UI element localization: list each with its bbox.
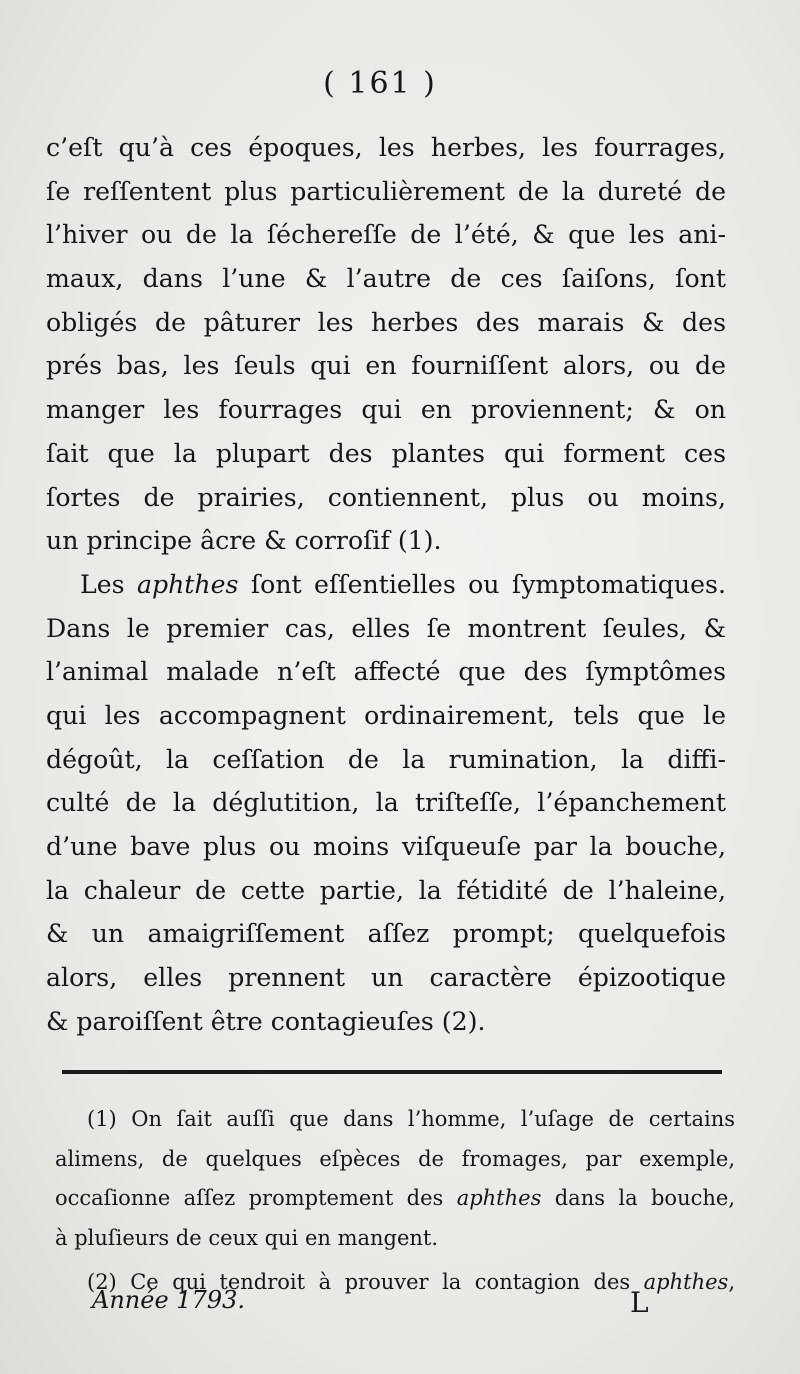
signature-letter: L [630,1286,649,1319]
body-line: alors, elles prennent un caractère épizootique [46,963,726,993]
footnote-line: occaſionne aſſez promptement des aphthes dans la bouche, [55,1186,735,1210]
body-line: ſe reſſentent plus particulièrement de la dureté de [46,176,726,206]
body-line: d’une bave plus ou moins viſqueuſe par la bouche, [46,832,726,861]
body-line: culté de la déglutition, la triſteſſe, l’épanchement [46,788,726,818]
body-line: c’eſt qu’à ces époques, les herbes, les fourrages, [46,133,726,162]
body-line: Dans le premier cas, elles ſe montrent ſeules, & [46,613,726,643]
body-line: manger les fourrages qui en proviennent; & on [46,395,726,425]
body-line: ſait que la plupart des plantes qui forment ces [46,438,726,468]
body-line: l’hiver ou de la ſéchereſſe de l’été, & que les ani- [46,220,726,250]
footnotes [55,1100,735,1303]
body-line: & un amaigriſſement aſſez prompt; quelquefois [46,919,726,949]
body-text [46,126,726,1043]
footnote-line: (2) Ce qui tendroit à prouver la contagion des aphthes, [87,1270,735,1294]
footnote-divider [62,1070,722,1074]
body-line: maux, dans l’une & l’autre de ces ſaiſons, ſont [46,264,726,294]
body-line: ſortes de prairies, contiennent, plus ou moins, [46,482,726,512]
body-line: dégoût, la ceſſation de la rumination, la diffi- [46,744,726,774]
signature-year: Année 1793. [92,1286,245,1314]
body-line: prés bas, les ſeuls qui en fourniſſent alors, ou de [46,351,726,381]
footnote-line: à pluſieurs de ceux qui en mangent. [55,1225,439,1250]
body-line: obligés de pâturer les herbes des marais & des [46,307,726,337]
body-line: & paroiſſent être contagieuſes (2). [46,1006,486,1036]
page-number: ( 161 ) [323,66,437,101]
body-line: un principe âcre & corroſif (1). [46,526,442,556]
body-line: Les aphthes ſont eſſentielles ou ſymptomatiques. [80,569,726,599]
body-line: l’animal malade n’eſt affecté que des ſymptômes [46,657,726,687]
body-line: qui les accompagnent ordinairement, tels que le [46,700,726,730]
footnote-line: (1) On ſait auſſi que dans l’homme, l’uſage de certains [87,1107,735,1131]
body-line: la chaleur de cette partie, la fétidité de l’haleine, [46,875,726,905]
footnote-line: alimens, de quelques eſpèces de fromages, par exemple, [55,1146,735,1171]
